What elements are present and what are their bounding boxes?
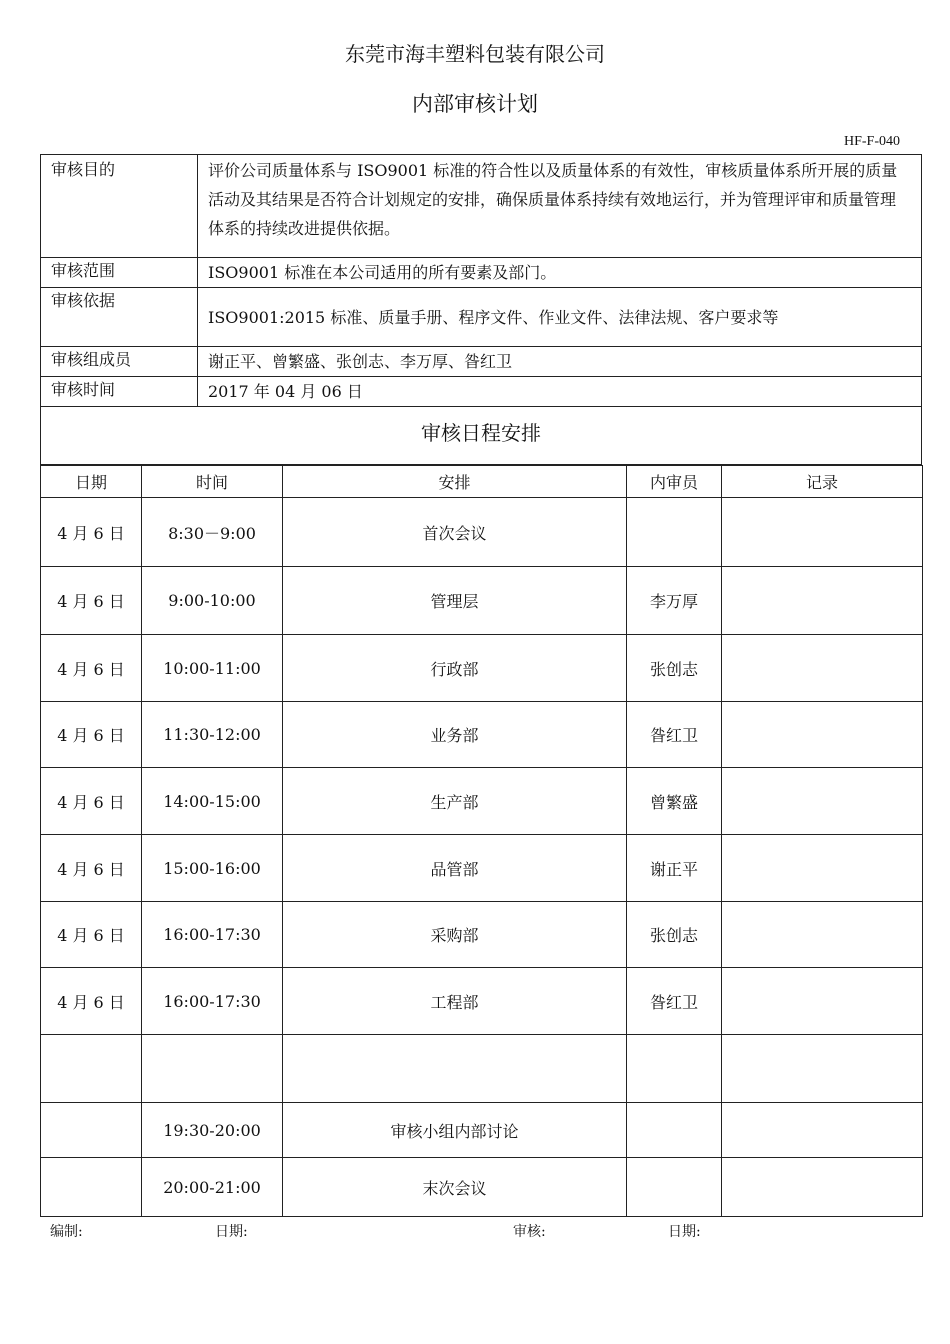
date-cell: 4 月 6 日 [41,702,142,768]
form-code: HF-F-040 [843,134,900,149]
scope-label: 审核范围 [41,258,198,288]
date-cell: 4 月 6 日 [41,498,142,567]
column-header-date: 日期 [41,466,142,498]
column-header-time: 时间 [142,466,283,498]
date-cell: 4 月 6 日 [41,835,142,902]
record-cell [722,1035,923,1103]
arrangement-cell: 行政部 [283,635,627,702]
arrangement-cell: 审核小组内部讨论 [283,1103,627,1158]
time-cell [142,1035,283,1103]
date-cell: 4 月 6 日 [41,768,142,835]
record-cell [722,567,923,635]
table-row [41,1103,923,1158]
table-row [41,702,923,768]
time-cell: 15:00-16:00 [142,835,283,902]
prepared-by-label: 编制: [50,1224,83,1240]
auditor-cell: 昝红卫 [627,968,722,1035]
audit-info-table [40,154,922,465]
document-title: 内部审核计划 [412,92,538,116]
schedule-heading: 审核日程安排 [41,407,922,465]
table-row [41,835,923,902]
basis-label: 审核依据 [41,288,198,347]
time-value: 2017 年 04 月 06 日 [198,377,922,407]
table-row [41,1035,923,1103]
arrangement-cell: 工程部 [283,968,627,1035]
table-row [41,567,923,635]
purpose-value: 评价公司质量体系与 ISO9001 标准的符合性以及质量体系的有效性，审核质量体系所开展的质量活动及其结果是否符合计划规定的安排，确保质量体系持续有效地运行，并为管理评审和质量管理体系的持续改进提供依据。 [198,155,922,258]
record-cell [722,635,923,702]
record-cell [722,968,923,1035]
table-row [41,498,923,567]
date-cell: 4 月 6 日 [41,567,142,635]
auditor-cell: 曾繁盛 [627,768,722,835]
arrangement-cell: 末次会议 [283,1158,627,1217]
time-cell: 16:00-17:30 [142,902,283,968]
scope-row [41,258,922,288]
auditor-cell [627,498,722,567]
record-cell [722,498,923,567]
column-header-auditor: 内审员 [627,466,722,498]
members-row [41,347,922,377]
arrangement-cell [283,1035,627,1103]
column-header-record: 记录 [722,466,923,498]
date-cell: 4 月 6 日 [41,635,142,702]
date-cell [41,1103,142,1158]
basis-row [41,288,922,347]
record-cell [722,902,923,968]
company-name: 东莞市海丰塑料包装有限公司 [345,42,605,66]
members-label: 审核组成员 [41,347,198,377]
record-cell [722,768,923,835]
time-label: 审核时间 [41,377,198,407]
table-row [41,768,923,835]
arrangement-cell: 业务部 [283,702,627,768]
time-cell: 20:00-21:00 [142,1158,283,1217]
auditor-cell: 谢正平 [627,835,722,902]
table-row [41,968,923,1035]
arrangement-cell: 品管部 [283,835,627,902]
auditor-cell [627,1035,722,1103]
column-header-arrangement: 安排 [283,466,627,498]
time-cell: 16:00-17:30 [142,968,283,1035]
arrangement-cell: 首次会议 [283,498,627,567]
time-row [41,377,922,407]
auditor-cell: 张创志 [627,635,722,702]
auditor-cell [627,1158,722,1217]
date-cell: 4 月 6 日 [41,968,142,1035]
purpose-row [41,155,922,258]
time-cell: 14:00-15:00 [142,768,283,835]
auditor-cell: 李万厚 [627,567,722,635]
date-cell [41,1035,142,1103]
table-row [41,902,923,968]
date-cell [41,1158,142,1217]
table-row [41,635,923,702]
arrangement-cell: 采购部 [283,902,627,968]
members-value: 谢正平、曾繁盛、张创志、李万厚、昝红卫 [198,347,922,377]
record-cell [722,1103,923,1158]
table-row [41,1158,923,1217]
time-cell: 19:30-20:00 [142,1103,283,1158]
record-cell [722,835,923,902]
arrangement-cell: 管理层 [283,567,627,635]
schedule-table [40,465,923,1217]
time-cell: 8:30－9:00 [142,498,283,567]
schedule-heading-row [41,407,922,465]
schedule-header-row [41,466,923,498]
time-cell: 11:30-12:00 [142,702,283,768]
time-cell: 9:00-10:00 [142,567,283,635]
time-cell: 10:00-11:00 [142,635,283,702]
scope-value: ISO9001 标准在本公司适用的所有要素及部门。 [198,258,922,288]
reviewed-date-label: 日期: [668,1224,701,1240]
auditor-cell [627,1103,722,1158]
record-cell [722,702,923,768]
basis-value: ISO9001:2015 标准、质量手册、程序文件、作业文件、法律法规、客户要求等 [198,288,922,347]
prepared-date-label: 日期: [215,1224,248,1240]
record-cell [722,1158,923,1217]
arrangement-cell: 生产部 [283,768,627,835]
auditor-cell: 昝红卫 [627,702,722,768]
date-cell: 4 月 6 日 [41,902,142,968]
auditor-cell: 张创志 [627,902,722,968]
purpose-label: 审核目的 [41,155,198,258]
reviewed-by-label: 审核: [513,1224,546,1240]
